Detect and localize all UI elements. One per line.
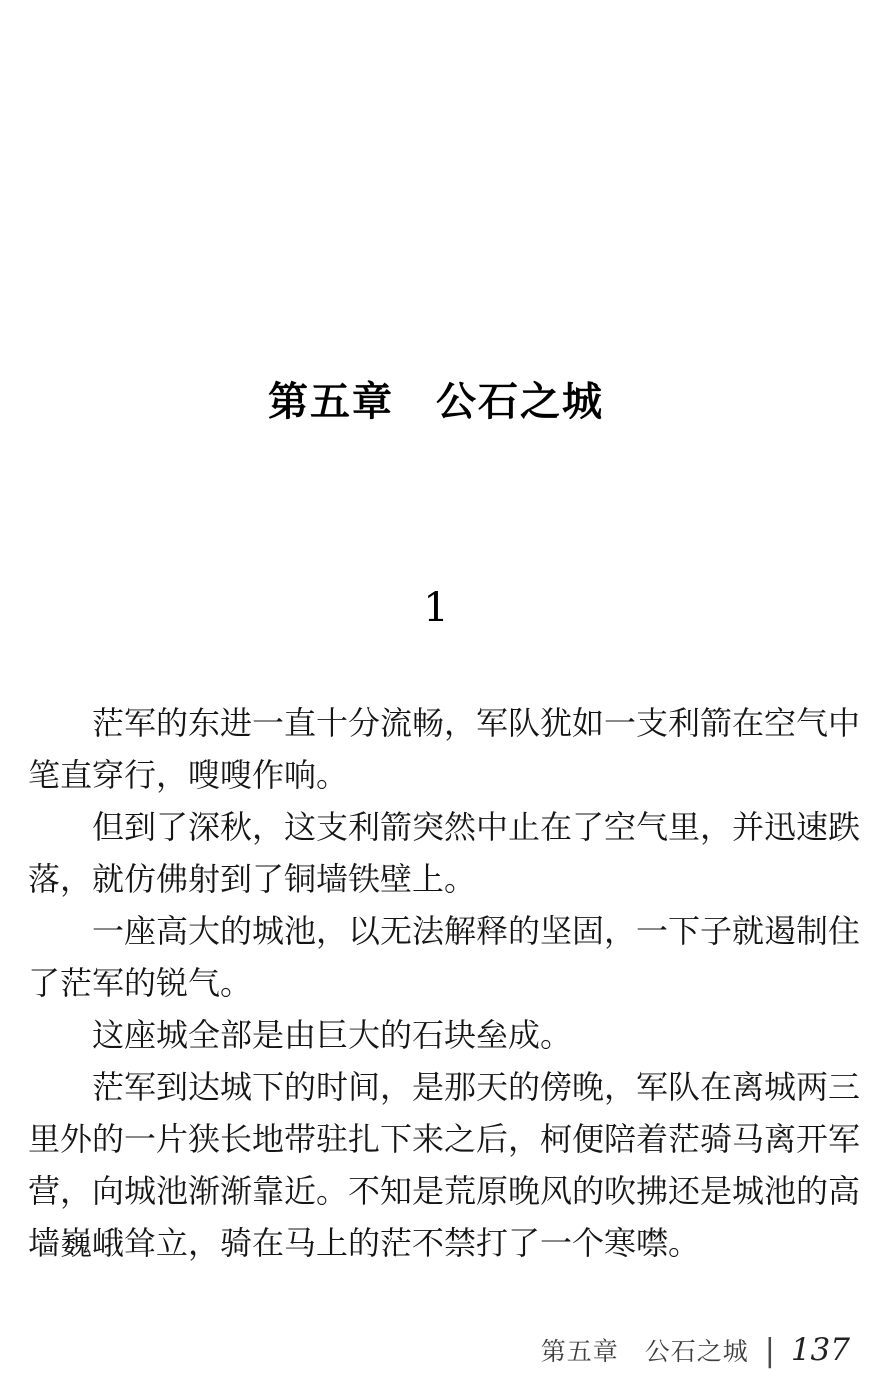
paragraph: 一座高大的城池，以无法解释的坚固，一下子就遏制住了茫军的锐气。 — [28, 912, 861, 1002]
body-text — [28, 697, 860, 1269]
page-footer — [541, 1332, 850, 1368]
section-number: 1 — [423, 585, 449, 631]
paragraph: 茫军的东进一直十分流畅，军队犹如一支利箭在空气中笔直穿行，嗖嗖作响。 — [28, 704, 861, 794]
paragraph: 但到了深秋，这支利箭突然中止在了空气里，并迅速跌落，就仿佛射到了铜墙铁壁上。 — [28, 808, 861, 898]
paragraph: 这座城全部是由巨大的石块垒成。 — [92, 1016, 573, 1054]
paragraph: 茫军到达城下的时间，是那天的傍晚，军队在离城两三里外的一片狭长地带驻扎下来之后，柯便陪着茫骑马离开军营，向城池渐渐靠近。不知是荒原晚风的吹拂还是城池的高墙巍峨耸立，骑在马上的茫不禁打了一个寒噤。 — [28, 1068, 861, 1262]
footer-page-number: 137 — [790, 1332, 850, 1368]
chapter-title: 第五章 公石之城 — [268, 379, 604, 425]
footer-chapter-label: 第五章 公石之城 — [540, 1337, 749, 1366]
footer-separator: | — [764, 1332, 775, 1369]
